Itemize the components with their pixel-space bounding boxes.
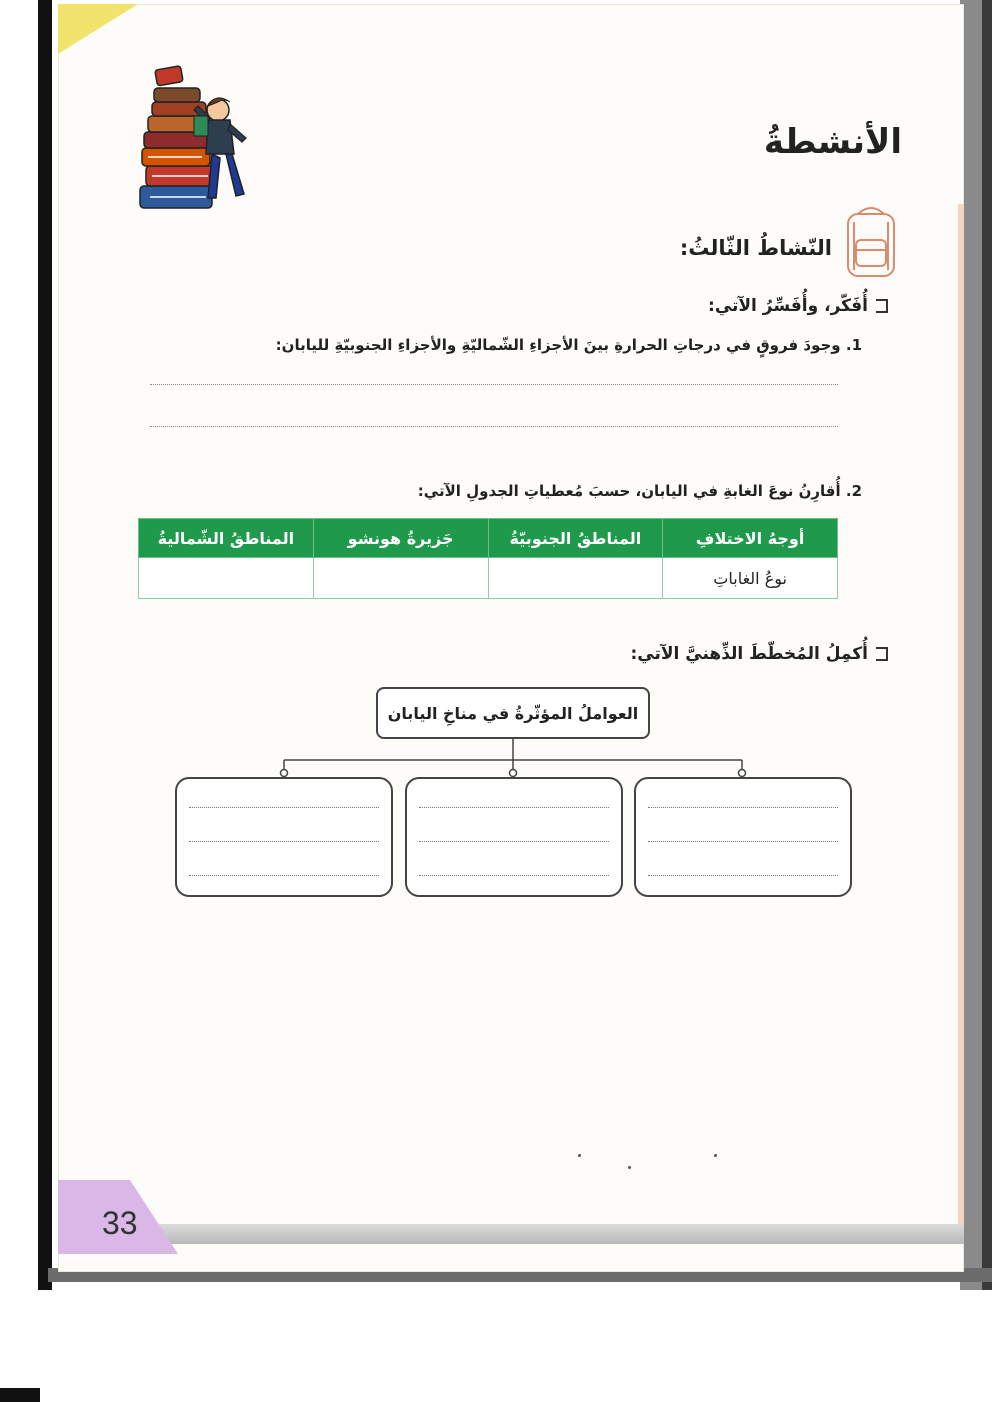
table-header-cell: المناطقُ الجنوبيّةُ — [488, 519, 663, 558]
scan-shadow-left — [38, 0, 52, 1290]
answer-line[interactable] — [419, 875, 609, 876]
answer-line[interactable] — [150, 426, 838, 427]
answer-line[interactable] — [189, 807, 379, 808]
scan-speck — [628, 1166, 631, 1169]
answer-line[interactable] — [150, 384, 838, 385]
boy-with-books-illustration — [138, 58, 258, 218]
section-heading-text: أُكمِلُ المُخطّطَ الذِّهنيَّ الآتي: — [630, 644, 868, 664]
question-1 — [276, 336, 862, 354]
mind-map-answer-box[interactable] — [634, 777, 852, 897]
mind-map-center: العواملُ المؤثّرةُ في مناخِ اليابان — [376, 687, 650, 739]
bracket-checkbox-icon — [876, 647, 888, 661]
table-header-cell: أوجهُ الاختلافِ — [663, 519, 838, 558]
question-text: أُقارِنُ نوعَ الغابةِ في اليابان، حسبَ مُعطياتِ الجدولِ الآتي: — [417, 482, 841, 500]
answer-line[interactable] — [189, 841, 379, 842]
answer-line[interactable] — [648, 807, 838, 808]
answer-line[interactable] — [419, 841, 609, 842]
answer-line[interactable] — [419, 807, 609, 808]
table-header-cell: جَزيرةُ هونشو — [313, 519, 488, 558]
table-header-row — [139, 519, 838, 558]
question-number: 2. — [845, 482, 862, 500]
table-answer-cell[interactable] — [313, 558, 488, 599]
forest-comparison-table — [138, 518, 838, 599]
table-row-label: نوعُ الغاباتِ — [663, 558, 838, 599]
page-title: الأنشطةُ — [763, 122, 902, 162]
backpack-icon — [840, 200, 902, 284]
bracket-checkbox-icon — [876, 299, 888, 313]
scan-corner — [0, 1388, 40, 1402]
table-header-cell: المناطقُ الشّماليةُ — [139, 519, 314, 558]
mind-map — [168, 684, 868, 924]
table-row — [139, 558, 838, 599]
question-2 — [418, 482, 862, 500]
page-number: 33 — [102, 1205, 138, 1241]
scan-speck — [714, 1154, 717, 1157]
activity-title: النّشاطُ الثّالثُ: — [679, 236, 832, 260]
question-number: 1. — [845, 336, 862, 354]
answer-line[interactable] — [189, 875, 379, 876]
question-text: وجودَ فروقٍ في درجاتِ الحرارةِ بينَ الأجزاءِ الشّماليّةِ والأجزاءِ الجنوبيّةِ لليابان: — [275, 336, 841, 354]
footer-bar — [58, 1224, 964, 1244]
table-answer-cell[interactable] — [139, 558, 314, 599]
table-answer-cell[interactable] — [488, 558, 663, 599]
answer-line[interactable] — [648, 875, 838, 876]
mind-map-answer-box[interactable] — [175, 777, 393, 897]
mind-map-answer-box[interactable] — [405, 777, 623, 897]
worksheet-page — [58, 4, 964, 1272]
scan-speck — [578, 1154, 581, 1157]
section-heading-text: أُفَكّر، وأُفَسِّرُ الآتي: — [708, 296, 868, 316]
answer-line[interactable] — [648, 841, 838, 842]
side-stripe — [958, 204, 964, 1244]
section-heading-mindmap — [631, 644, 889, 664]
scan-shadow-right — [982, 0, 992, 1290]
section-heading-think — [708, 296, 888, 316]
corner-decoration — [58, 4, 138, 54]
